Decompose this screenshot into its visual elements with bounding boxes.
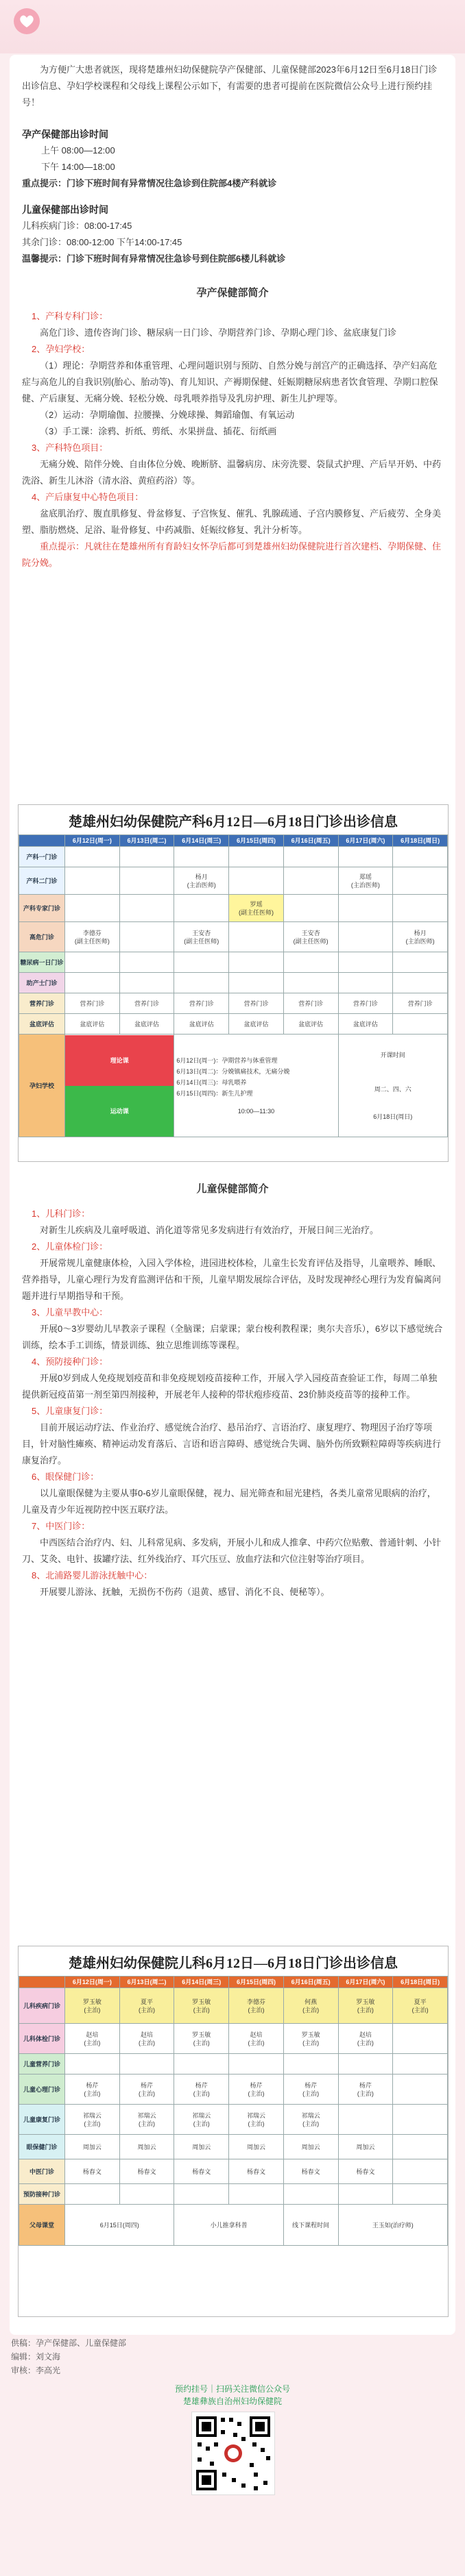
cell: 周加云	[283, 2135, 338, 2159]
cell	[393, 973, 448, 993]
row-label: 儿童心理门诊	[19, 2075, 65, 2105]
child-hours-title: 儿童保健部出诊时间	[22, 204, 108, 215]
table-row	[19, 922, 448, 952]
header-cell: 6月13日(周二)	[119, 835, 174, 847]
cell	[393, 2054, 448, 2075]
parent-school-online: 线下课程时间	[283, 2205, 338, 2246]
cell: 杨春文	[65, 2159, 120, 2184]
cell: 郑瑶 (主治医师)	[338, 867, 393, 895]
cell	[283, 2184, 338, 2205]
cell: 盆底评估	[283, 1014, 338, 1035]
row-label: 儿科疾病门诊	[19, 1988, 65, 2024]
table-row	[19, 847, 448, 867]
cell	[229, 922, 284, 952]
header-cell	[19, 1977, 65, 1988]
sport-days: 周二、四、六	[374, 1085, 412, 1093]
supply-line: 供稿：孕产保健部、儿童保健部	[11, 2338, 127, 2348]
maternity-am: 上午 08:00—12:00	[41, 145, 115, 156]
parent-school-teacher: 王玉如(治疗师)	[338, 2205, 447, 2246]
child-schedule-title: 楚雄州妇幼保健院儿科6月12日—6月18日门诊出诊信息	[69, 1956, 398, 1971]
cell	[174, 952, 229, 973]
table-row	[19, 895, 448, 922]
school-courses	[174, 1035, 338, 1137]
cell: 赵培 (主治)	[119, 2024, 174, 2054]
parent-school-label: 父母课堂	[19, 2205, 65, 2246]
maternity-intro-heading: 孕产保健部简介	[196, 287, 269, 299]
parent-school-topic: 小儿推拿科普	[174, 2205, 283, 2246]
mat-s2-a: （1）理论：孕期营养和体重管理、心理问题识别与预防、自然分娩与剖宫产的正确选择、孕产妇高危症与高危儿的自我识别(胎心、胎动等)、育儿知识、产褥期保健、妊娠期糖尿病患者饮食管理、孕期口腔保健、产后康复、无痛分娩、轻松分娩、母乳喂养指导及乳房护理、新生儿护理等。	[22, 360, 438, 404]
cell	[174, 847, 229, 867]
school-row	[19, 1035, 448, 1137]
cell: 赵培 (主治)	[65, 2024, 120, 2054]
child-note: 门诊下班时间有异常情况往急诊号到住院部6楼儿科就诊	[67, 253, 286, 264]
cell: 盆底评估	[174, 1014, 229, 1035]
cell	[229, 867, 284, 895]
cell	[119, 2054, 174, 2075]
table-row	[19, 2184, 448, 2205]
table-row	[19, 2135, 448, 2159]
cell: 杨芹 (主治)	[283, 2075, 338, 2105]
mat-s4-text: 盆底肌治疗、腹直肌修复、骨盆修复、子宫恢复、催乳、乳腺疏通、子宫内膜修复、产后疲劳、全身美塑、脂肪燃烧、足浴、耻骨修复、中药减脂、妊娠纹修复、乳汁分析等。	[22, 508, 442, 535]
cell: 祁瑞云 (主治)	[283, 2105, 338, 2135]
cell	[174, 2184, 229, 2205]
child-line2: 其余门诊：08:00-12:00 下午14:00-17:45	[22, 237, 182, 247]
table-row	[19, 993, 448, 1014]
cell: 杨芹 (主治)	[338, 2075, 393, 2105]
cell	[174, 973, 229, 993]
cell: 赵培 (主治)	[338, 2024, 393, 2054]
child-c4-title: 4、预防接种门诊：	[32, 1357, 108, 1367]
hospital-logo-icon	[12, 7, 41, 36]
wechat-qr-code-icon[interactable]	[191, 2412, 275, 2495]
cell	[119, 952, 174, 973]
header-banner	[0, 0, 465, 53]
cell	[283, 847, 338, 867]
cell: 营养门诊	[229, 993, 284, 1014]
cell	[229, 2184, 284, 2205]
cell	[119, 895, 174, 922]
cell: 营养门诊	[338, 993, 393, 1014]
cell: 杨芹 (主治)	[174, 2075, 229, 2105]
cell	[283, 973, 338, 993]
cell: 盆底评估	[65, 1014, 120, 1035]
table-row	[19, 2075, 448, 2105]
row-label: 儿童康复门诊	[19, 2105, 65, 2135]
cell	[65, 2184, 120, 2205]
header-cell: 6月14日(周三)	[174, 835, 229, 847]
child-c1-title: 1、儿科门诊：	[32, 1209, 91, 1219]
cell: 王安杏 (副主任医师)	[174, 922, 229, 952]
mat-s4-title: 4、产后康复中心特色项目：	[32, 492, 144, 502]
mat-s2-title: 2、孕妇学校：	[32, 344, 91, 354]
header-cell: 6月12日(周一)	[65, 835, 120, 847]
table-row	[19, 952, 448, 973]
cell	[393, 867, 448, 895]
cell	[338, 895, 393, 922]
footer	[0, 2336, 465, 2576]
cell	[65, 895, 120, 922]
table-header-row	[19, 835, 448, 847]
cell	[174, 895, 229, 922]
row-label: 盆底评估	[19, 1014, 65, 1035]
cell: 李德芬 (副主任医师)	[65, 922, 120, 952]
child-note-prefix: 温馨提示：	[22, 253, 67, 264]
cell	[393, 2105, 448, 2135]
table-header-row	[19, 1977, 448, 1988]
row-label: 中医门诊	[19, 2159, 65, 2184]
sport-label: 运动课	[65, 1086, 174, 1137]
cell: 杨春文	[119, 2159, 174, 2184]
course-item: 6月12日(周一)：孕期营养与体重管理	[176, 1056, 278, 1064]
parent-school-date: 6月15日(周四)	[65, 2205, 174, 2246]
table-row	[19, 2054, 448, 2075]
child-c4-text: 开展0岁到成人免疫规划疫苗和非免疫规划疫苗接种工作，开展入学入园疫苗查验证工作，每周二单独提供新冠疫苗第一剂至第四剂接种，开展老年人接种的带状疱疹疫苗、23价肺炎疫苗等的接种工作。	[22, 1373, 438, 1400]
cell	[119, 2184, 174, 2205]
cell	[393, 1014, 448, 1035]
school-times	[338, 1035, 447, 1137]
cell: 李德芬 (主治)	[229, 1988, 284, 2024]
cell: 杨芹 (主治)	[229, 2075, 284, 2105]
cell	[65, 2054, 120, 2075]
qr-caption-1: 预约挂号｜扫码关注微信公众号	[174, 2384, 290, 2394]
cell: 周加云	[174, 2135, 229, 2159]
cell	[229, 973, 284, 993]
cell	[283, 895, 338, 922]
cell	[229, 847, 284, 867]
row-label: 儿童营养门诊	[19, 2054, 65, 2075]
cell	[338, 2184, 393, 2205]
child-c7-text: 中西医结合治疗内、妇、儿科常见病、多发病，开展小儿和成人推拿、中药穴位贴敷、普通针刺、小针刀、艾灸、电针、拔罐疗法、红外线治疗、耳穴压豆、放血疗法和穴位注射等治疗项目。	[22, 1537, 442, 1564]
cell: 杨芹 (主治)	[65, 2075, 120, 2105]
header-cell: 6月14日(周三)	[174, 1977, 229, 1988]
child-c5-text: 目前开展运动疗法、作业治疗、感觉统合治疗、悬吊治疗、言语治疗、康复理疗、物理因子治疗等项目，针对脑性瘫痪、精神运动发育落后、言语和语言障碍、感觉统合失调、脑外伤所致颗粒障碍等疾病进行康复治疗。	[22, 1422, 442, 1465]
cell: 周加云	[65, 2135, 120, 2159]
open-time-label: 开课时间	[380, 1051, 405, 1058]
header-cell: 6月16日(周五)	[283, 1977, 338, 1988]
maternity-pm: 下午 14:00—18:00	[41, 162, 115, 172]
header-cell: 6月15日(周四)	[229, 1977, 284, 1988]
qr-caption-2: 楚雄彝族自治州妇幼保健院	[182, 2397, 282, 2406]
cell	[338, 973, 393, 993]
header-cell: 6月18日(周日)	[393, 1977, 448, 1988]
cell: 杨春文	[229, 2159, 284, 2184]
child-c3-text: 开展0～3岁婴幼儿早教亲子课程（全脑课；启蒙课；蒙台梭利教程课；奥尔夫音乐），6岁以下感觉统合训练，绘本手工训练，情景训练、独立思维训练等课程。	[22, 1324, 443, 1350]
child-c6-text: 以儿童眼保健为主要从事0-6岁儿童眼保健，视力、屈光筛查和屈光建档，各类儿童常见眼病的治疗，儿童及青少年近视防控中医五联疗法。	[22, 1488, 436, 1515]
cell	[65, 847, 120, 867]
child-schedule-table	[19, 1976, 448, 2246]
cell: 罗玉敏 (主治)	[338, 1988, 393, 2024]
child-intro-heading: 儿童保健部简介	[196, 1183, 269, 1195]
cell: 祁瑞云 (主治)	[65, 2105, 120, 2135]
header-cell: 6月17日(周六)	[338, 835, 393, 847]
row-label: 糖尿病一日门诊	[19, 952, 65, 973]
article-card	[10, 55, 455, 2335]
mat-s1-title: 1、产科专科门诊：	[32, 311, 108, 321]
cell: 夏平 (主治)	[119, 1988, 174, 2024]
cell: 盆底评估	[338, 1014, 393, 1035]
cell: 祁瑞云 (主治)	[229, 2105, 284, 2135]
maternity-note: 门诊下班时间有异常情况往急诊到住院部4楼产科就诊	[67, 178, 277, 188]
cell	[338, 952, 393, 973]
mat-s1-text: 高危门诊、遗传咨询门诊、糖尿病一日门诊、孕期营养门诊、孕期心理门诊、盆底康复门诊	[40, 327, 397, 338]
cell: 何燕 (主治)	[283, 1988, 338, 2024]
cell: 杨春文	[174, 2159, 229, 2184]
cell: 营养门诊	[119, 993, 174, 1014]
cell: 杨月 (主治医师)	[393, 922, 448, 952]
maternity-hours-title: 孕产保健部出诊时间	[22, 129, 108, 140]
cell	[174, 2054, 229, 2075]
table-row	[19, 2159, 448, 2184]
cell: 营养门诊	[283, 993, 338, 1014]
cell: 营养门诊	[174, 993, 229, 1014]
cell	[393, 2075, 448, 2105]
cell	[119, 867, 174, 895]
cell: 杨月 (主治医师)	[174, 867, 229, 895]
cell: 罗玉敏 (主治)	[174, 2024, 229, 2054]
cell	[393, 847, 448, 867]
header-cell: 6月13日(周二)	[119, 1977, 174, 1988]
child-c3-title: 3、儿童早教中心：	[32, 1307, 108, 1317]
child-c5-title: 5、儿童康复门诊：	[32, 1406, 108, 1416]
mat-s2-c: （3）手工课：涂鸦、折纸、剪纸、水果拼盘、插花、衍纸画	[40, 426, 277, 436]
cell: 杨春文	[283, 2159, 338, 2184]
school-label: 孕妇学校	[19, 1035, 65, 1137]
cell	[338, 2105, 393, 2135]
child-c8-title: 8、北浦路婴儿游泳抚触中心：	[32, 1570, 153, 1581]
row-label: 助产士门诊	[19, 973, 65, 993]
cell	[229, 952, 284, 973]
row-label: 产科专家门诊	[19, 895, 65, 922]
child-intro	[22, 1206, 443, 1600]
row-label: 营养门诊	[19, 993, 65, 1014]
child-schedule	[18, 1946, 449, 2317]
review-line: 审核：李高光	[11, 2366, 61, 2375]
header-cell: 6月18日(周日)	[393, 835, 448, 847]
cell: 罗玉敏 (主治)	[283, 2024, 338, 2054]
school-types	[65, 1035, 174, 1137]
cell	[393, 895, 448, 922]
cell	[65, 973, 120, 993]
cell	[338, 847, 393, 867]
table-row	[19, 2105, 448, 2135]
row-label: 儿科体检门诊	[19, 2024, 65, 2054]
cell	[119, 973, 174, 993]
school-row	[19, 2205, 448, 2246]
cell	[65, 867, 120, 895]
mat-tip: 凡就往在楚雄州所有育龄妇女怀孕后都可到楚雄州妇幼保健院进行首次建档、孕期保健、住院分娩。	[22, 541, 442, 568]
mat-tip-prefix: 重点提示：	[40, 541, 85, 552]
table-row	[19, 867, 448, 895]
course-item: 6月14日(周三)：母乳喂养	[176, 1078, 247, 1086]
header-cell: 6月17日(周六)	[338, 1977, 393, 1988]
table-row	[19, 2024, 448, 2054]
cell: 罗瑶 (副主任医师)	[229, 895, 284, 922]
intro-text: 为方便广大患者就医，现将楚雄州妇幼保健院孕产保健部、儿童保健部2023年6月12日至6月18日门诊出诊信息、孕妇学校课程和父母线上课程公示如下，有需要的患者可提前在医院微信公众号上进行预约挂号！	[22, 64, 438, 108]
cell: 营养门诊	[393, 993, 448, 1014]
table-row	[19, 1014, 448, 1035]
cell	[338, 922, 393, 952]
cell: 赵培 (主治)	[229, 2024, 284, 2054]
editor-line: 编辑：刘文海	[11, 2352, 61, 2362]
header-cell: 6月15日(周四)	[229, 835, 284, 847]
cell	[393, 2024, 448, 2054]
intro-block	[22, 62, 443, 111]
mat-s2-b: （2）运动：孕期瑜伽、拉腰操、分娩球操、舞蹈瑜伽、有氧运动	[40, 410, 295, 420]
course-item: 6月15日(周四)：新生儿护理	[176, 1089, 253, 1097]
header-cell: 6月16日(周五)	[283, 835, 338, 847]
maternity-note-prefix: 重点提示：	[22, 178, 67, 188]
header-cell: 6月12日(周一)	[65, 1977, 120, 1988]
cell	[393, 2135, 448, 2159]
maternity-hours	[22, 126, 443, 192]
row-label: 高危门诊	[19, 922, 65, 952]
child-c2-title: 2、儿童体检门诊：	[32, 1241, 108, 1252]
cell: 罗玉敏 (主治)	[174, 1988, 229, 2024]
row-label: 预防接种门诊	[19, 2184, 65, 2205]
course-item: 6月13日(周二)：分娩镇痛技术，无痛分娩	[176, 1067, 290, 1075]
handcraft-date: 6月18日(周日)	[373, 1113, 413, 1120]
cell	[229, 2054, 284, 2075]
maternity-schedule	[18, 804, 449, 1162]
header-cell	[19, 835, 65, 847]
cell: 杨春文	[338, 2159, 393, 2184]
cell: 杨芹 (主治)	[119, 2075, 174, 2105]
table-row	[19, 1988, 448, 2024]
child-c2-text: 开展常规儿童健康体检，入园入学体检，进园进校体检，儿童生长发育评估及指导，儿童喂养、睡眠、营养指导，儿童心理行为发育监测评估和干预，儿童早期发展综合评估，及时发现神经心理行为发育偏离问题并进行早期指导和干预。	[22, 1258, 442, 1301]
cell: 祁瑞云 (主治)	[174, 2105, 229, 2135]
cell: 祁瑞云 (主治)	[119, 2105, 174, 2135]
cell	[65, 952, 120, 973]
child-hours	[22, 201, 443, 267]
cell: 周加云	[229, 2135, 284, 2159]
cell: 营养门诊	[65, 993, 120, 1014]
cell	[283, 867, 338, 895]
cell	[119, 847, 174, 867]
cell	[393, 2159, 448, 2184]
cell	[338, 2054, 393, 2075]
mat-s3-title: 3、产科特色项目：	[32, 443, 108, 453]
cell: 盆底评估	[229, 1014, 284, 1035]
child-c6-title: 6、眼保健门诊：	[32, 1472, 99, 1482]
row-label: 眼保健门诊	[19, 2135, 65, 2159]
maternity-schedule-table	[19, 834, 448, 1137]
cell	[393, 2184, 448, 2205]
cell: 王安杏 (副主任医师)	[283, 922, 338, 952]
sport-time: 10:00—11:30	[237, 1107, 275, 1115]
cell	[283, 2054, 338, 2075]
row-label: 产科一门诊	[19, 847, 65, 867]
mat-s3-text: 无痛分娩、陪伴分娩、自由体位分娩、晚断脐、温馨病房、床旁洗婴、袋鼠式护理、产后早开奶、中药洗浴、新生儿沐浴（清水浴、黄疸药浴）等。	[22, 459, 442, 486]
maternity-intro	[22, 308, 443, 571]
child-c1-text: 对新生儿疾病及儿童呼吸道、消化道等常见多发病进行有效治疗，开展日间三光治疗。	[40, 1225, 379, 1235]
cell: 周加云	[338, 2135, 393, 2159]
cell: 罗玉敏 (主治)	[65, 1988, 120, 2024]
child-c8-text: 开展婴儿游泳、抚触，无损伤不伤药（退黄、感冒、消化不良、便秘等）。	[40, 1587, 330, 1597]
cell: 周加云	[119, 2135, 174, 2159]
cell: 盆底评估	[119, 1014, 174, 1035]
child-c7-title: 7、中医门诊：	[32, 1521, 91, 1531]
child-line1: 儿科疾病门诊：08:00-17:45	[22, 221, 132, 231]
cell	[119, 922, 174, 952]
row-label: 产科二门诊	[19, 867, 65, 895]
table-row	[19, 973, 448, 993]
cell	[393, 952, 448, 973]
theory-label: 理论课	[65, 1035, 174, 1086]
maternity-schedule-title: 楚雄州妇幼保健院产科6月12日—6月18日门诊出诊信息	[69, 815, 398, 830]
cell: 夏平 (主治)	[393, 1988, 448, 2024]
cell	[283, 952, 338, 973]
